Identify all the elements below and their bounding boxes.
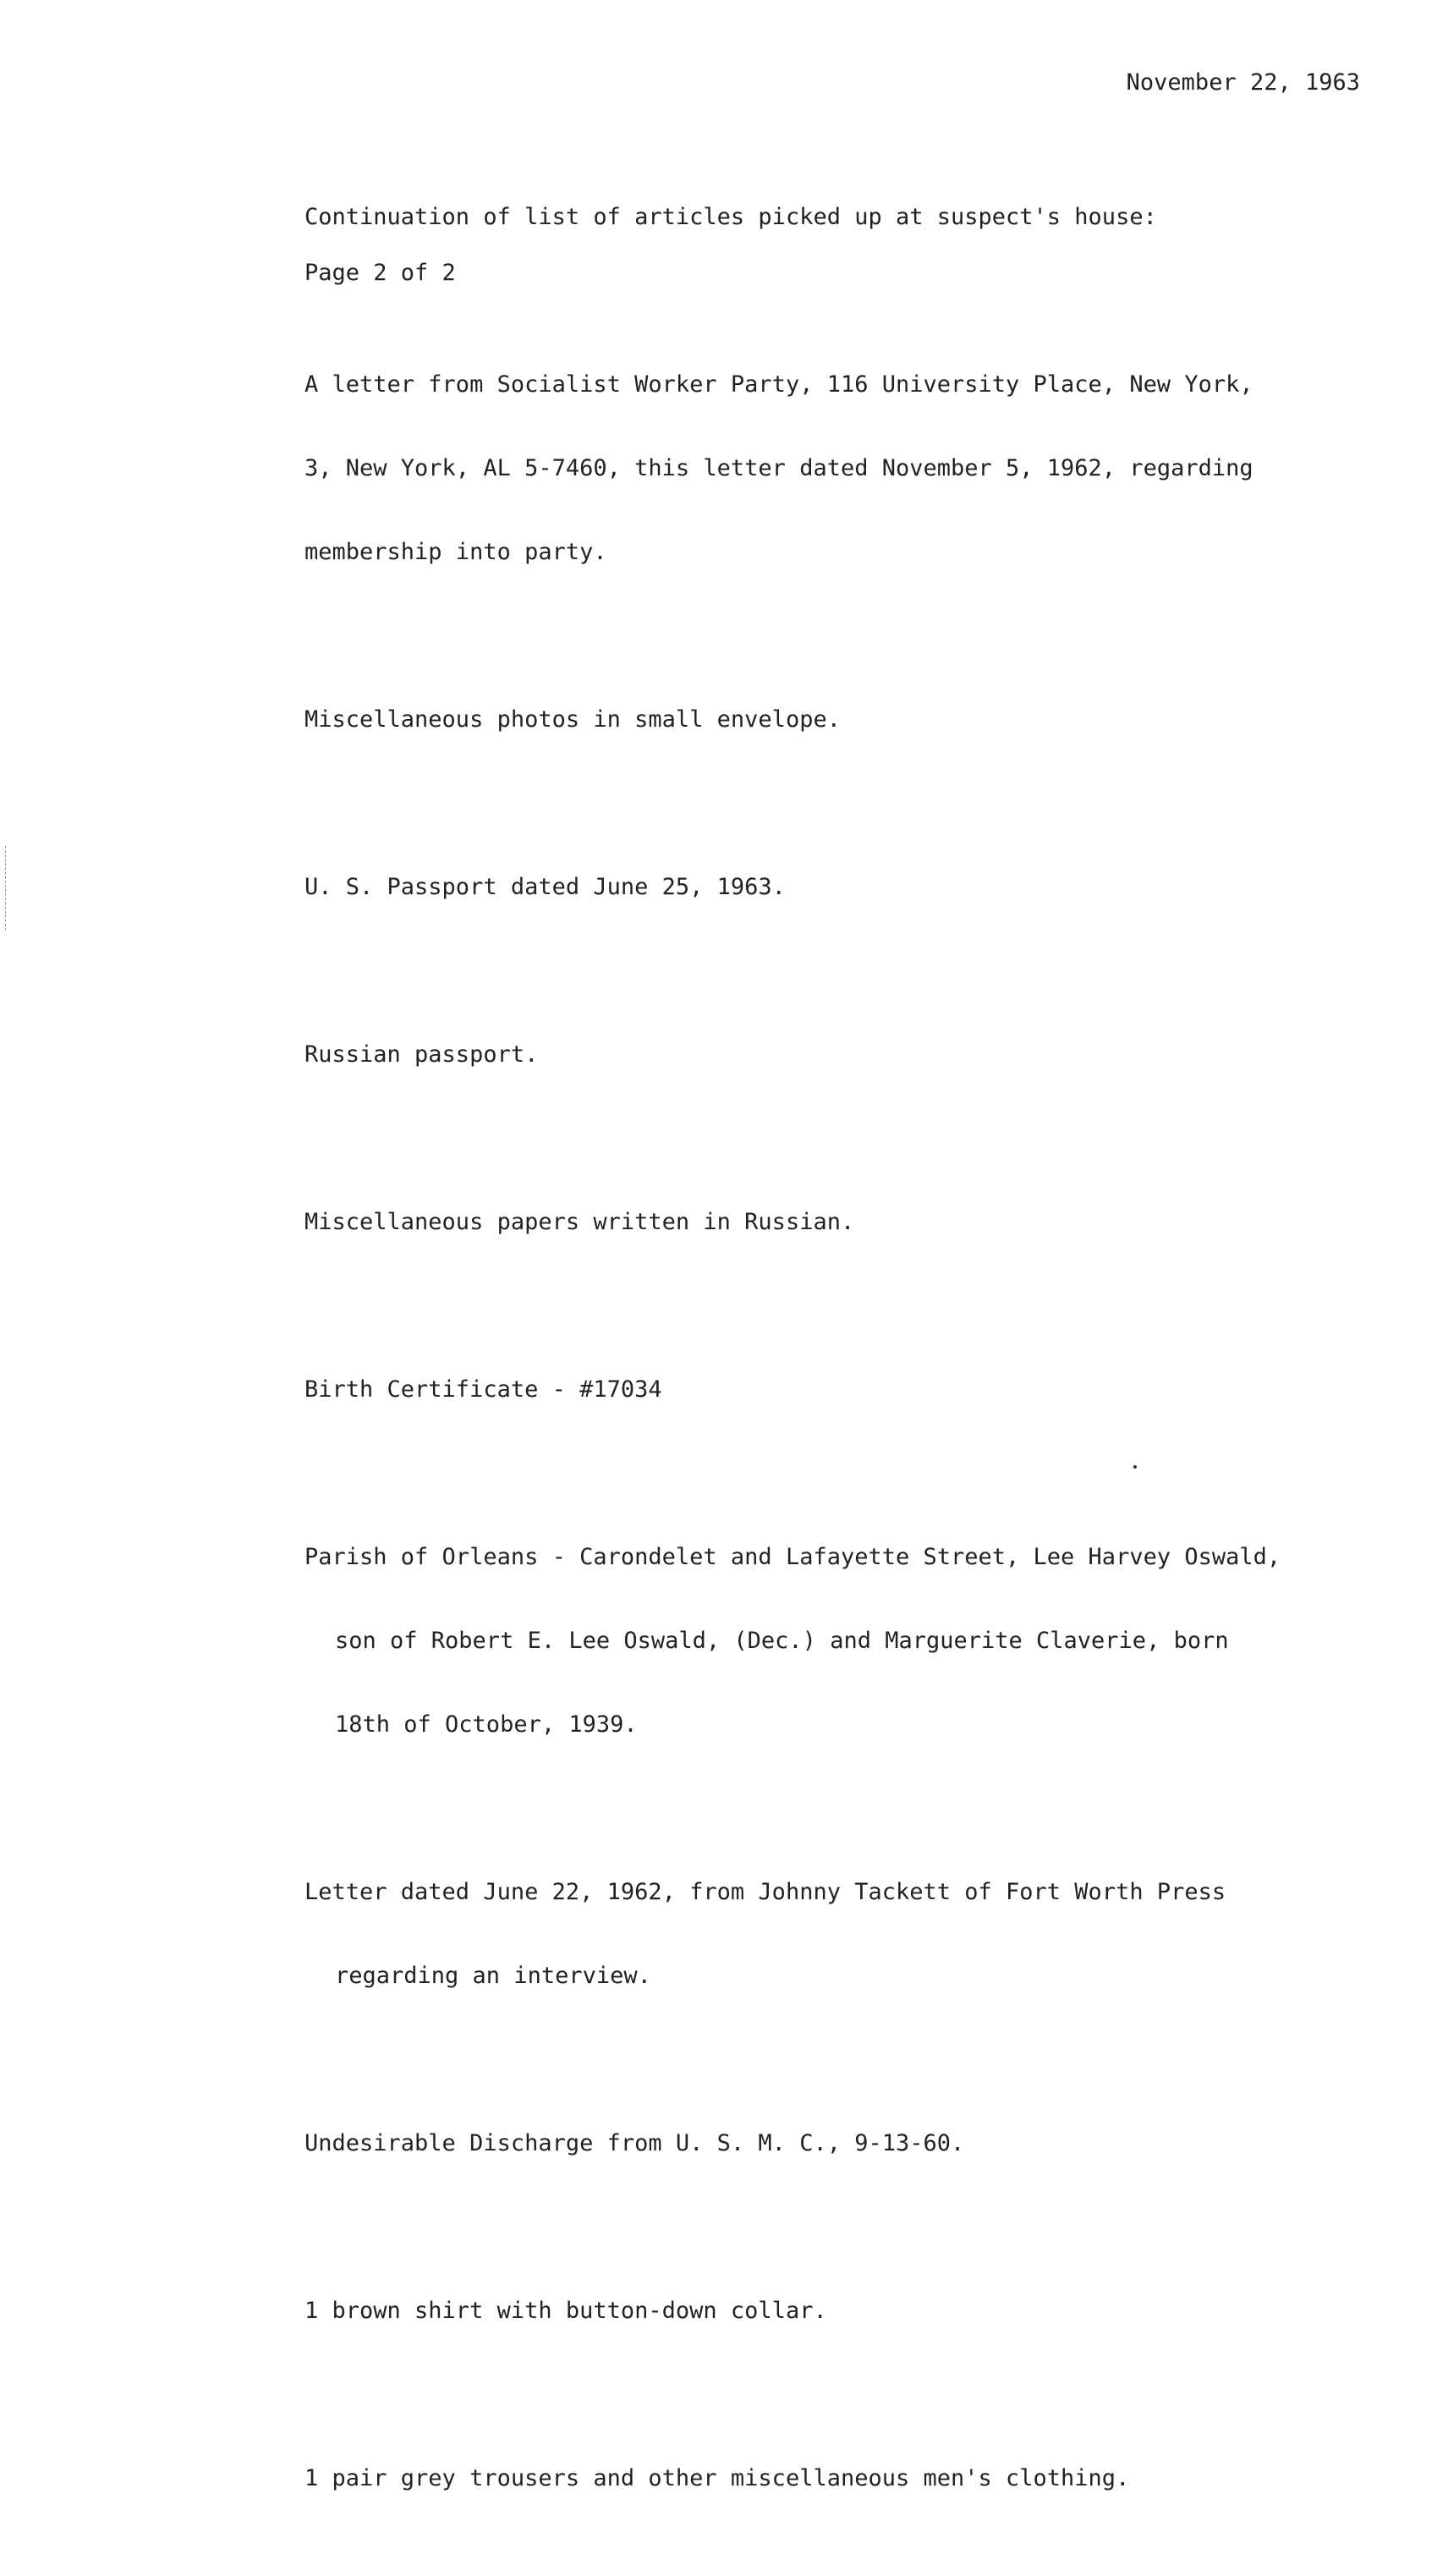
list-item-brown-shirt: [304, 2241, 1370, 2381]
list-item-us-passport: [304, 817, 1370, 957]
list-item-parish: [304, 1487, 1370, 1794]
list-item-discharge: [304, 2073, 1370, 2213]
list-item-line: Undesirable Discharge from U. S. M. C., 9-13-60.: [304, 2130, 965, 2156]
list-item-line: 3, New York, AL 5-7460, this letter dated November 5, 1962, regarding: [304, 455, 1253, 481]
list-item-birth-certificate: [304, 1320, 1370, 1459]
document-date: November 22, 1963: [1126, 69, 1360, 96]
list-item-socialist-letter: [304, 315, 1370, 622]
list-item-line: Miscellaneous papers written in Russian.: [304, 1209, 855, 1235]
list-item-line: A letter from Socialist Worker Party, 116 University Place, New York,: [304, 371, 1253, 398]
list-item-line: Parish of Orleans - Carondelet and Lafayette Street, Lee Harvey Oswald,: [304, 1544, 1281, 1570]
scan-margin-marks: [5, 846, 8, 931]
list-item-line: regarding an interview.: [335, 1963, 651, 1989]
list-item-line: Letter dated June 22, 1962, from Johnny Tackett of Fort Worth Press: [304, 1879, 1226, 1905]
list-item-trousers: [304, 2408, 1370, 2548]
list-item-line: 18th of October, 1939.: [335, 1711, 638, 1738]
list-heading: Continuation of list of articles picked up at suspect's house:: [304, 204, 1157, 230]
list-item-photos: [304, 650, 1370, 789]
list-item-line: son of Robert E. Lee Oswald, (Dec.) and Marguerite Claverie, born: [335, 1628, 1229, 1654]
list-item-tackett-letter: [304, 1822, 1370, 2046]
list-item-line: membership into party.: [304, 539, 607, 565]
list-item-line: 1 pair grey trousers and other miscellaneous men's clothing.: [304, 2465, 1130, 2491]
list-item-line: Russian passport.: [304, 1041, 539, 1068]
document-body: [304, 203, 1370, 2576]
list-item-line: Birth Certificate - #17034: [304, 1376, 662, 1403]
list-item-line: 1 brown shirt with button-down collar.: [304, 2298, 827, 2324]
list-item-line: Miscellaneous photos in small envelope.: [304, 706, 841, 733]
list-item-russian-papers: [304, 1152, 1370, 1292]
scan-speck: [1133, 1465, 1137, 1469]
list-item-line: U. S. Passport dated June 25, 1963.: [304, 874, 786, 900]
page-reference: Page 2 of 2: [304, 260, 456, 286]
list-item-russian-passport: [304, 985, 1370, 1124]
